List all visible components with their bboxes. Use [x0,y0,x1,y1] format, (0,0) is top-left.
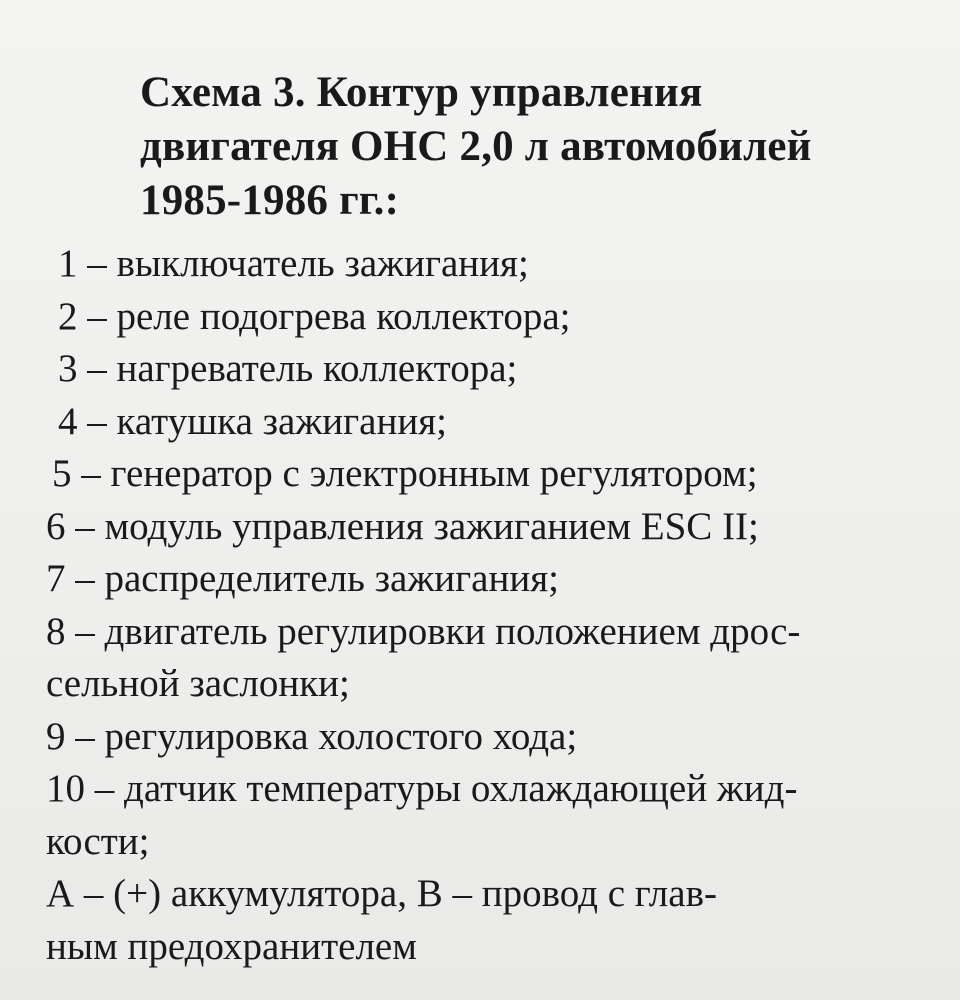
legend-item-10-cont: кости; [46,819,150,863]
legend-item-8: 8 – двигатель регулировки положением дрос- [46,609,801,653]
legend-item-5: 5 – генератор с электронным регулятором; [52,452,758,495]
legend-item-1: 1 – выключатель зажигания; [58,242,529,285]
title-line-1: Схема 3. Контур управления [140,69,703,116]
legend-item-7: 7 – распределитель зажигания; [46,557,559,600]
title-line-3: 1985-1986 гг.: [140,177,400,224]
legend-item-3: 3 – нагреватель коллектора; [58,347,518,390]
legend-item-4: 4 – катушка зажигания; [58,399,447,443]
legend-item-9: 9 – регулировка холостого хода; [46,714,578,758]
title-line-2: двигателя ОНС 2,0 л автомобилей [140,123,812,170]
legend-item-ab-cont: ным предохранителем [46,924,417,968]
legend-item-8-cont: сельной заслонки; [46,662,350,705]
legend-item-ab: А – (+) аккумулятора, В – провод с глав- [46,872,717,915]
legend-item-6: 6 – модуль управления зажиганием ESC II; [46,504,759,548]
legend-list [46,238,936,973]
legend-item-2: 2 – реле подогрева коллектора; [58,294,571,338]
document-title [140,66,920,228]
legend-item-10: 10 – датчик температуры охлаждающей жид- [46,767,798,810]
